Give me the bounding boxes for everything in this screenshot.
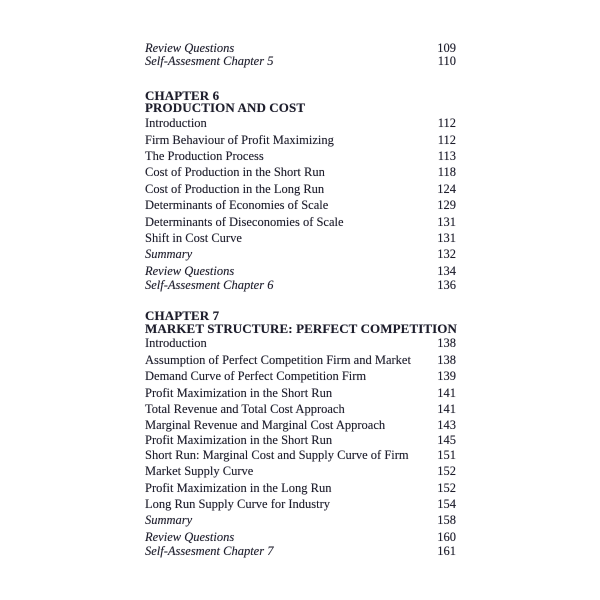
- toc-entry-title: Assumption of Perfect Competition Firm and Market: [145, 352, 411, 367]
- toc-entry-page: 154: [437, 496, 456, 511]
- toc-entry-title: Review Questions: [145, 529, 235, 544]
- toc-entry-title: Cost of Production in the Long Run: [145, 181, 325, 196]
- toc-entry: [145, 335, 456, 351]
- toc-entry-title: Short Run: Marginal Cost and Supply Curve of Firm: [145, 447, 409, 462]
- toc-entry-title: Introduction: [145, 116, 207, 131]
- toc-entry-page: 151: [437, 447, 456, 462]
- toc-entry: [145, 529, 456, 545]
- toc-entry: [145, 401, 456, 417]
- chapter-heading-line: CHAPTER 6: [145, 87, 220, 103]
- toc-section: [145, 307, 458, 559]
- toc-entry-page: 129: [437, 198, 456, 213]
- toc-entry-page: 124: [437, 181, 456, 196]
- toc-entry-page: 109: [437, 41, 456, 55]
- toc-entry: [145, 463, 456, 479]
- toc-entry-page: 112: [437, 132, 456, 147]
- toc-entry-page: 134: [437, 263, 456, 278]
- toc-entry: [145, 385, 456, 401]
- toc-entry: [145, 480, 456, 496]
- toc-entry-page: 138: [437, 352, 456, 367]
- toc-entry-page: 138: [437, 336, 456, 351]
- chapter-heading-line: CHAPTER 7: [145, 307, 220, 323]
- toc-entry: [145, 181, 456, 197]
- toc-entry-page: 131: [437, 231, 456, 246]
- toc-entry-page: 141: [437, 385, 456, 400]
- toc-entry-title: The Production Process: [145, 149, 264, 164]
- toc-entry-title: Profit Maximization in the Short Run: [145, 432, 333, 447]
- toc-entry: [145, 230, 456, 246]
- toc-entry-title: Determinants of Economies of Scale: [145, 198, 329, 213]
- toc-entry-title: Total Revenue and Total Cost Approach: [145, 402, 345, 417]
- toc-entry: [145, 279, 456, 292]
- toc-entry-title: Review Questions: [145, 263, 235, 278]
- toc-entry-title: Profit Maximization in the Long Run: [145, 480, 332, 495]
- toc-entry: [145, 434, 456, 447]
- toc-entry-title: Self-Assesment Chapter 5: [145, 54, 274, 68]
- toc-entry: [145, 512, 456, 528]
- toc-entry: [145, 246, 456, 262]
- toc-entry-title: Determinants of Diseconomies of Scale: [145, 214, 344, 229]
- toc-entry: [145, 148, 456, 164]
- toc-entry: [145, 496, 456, 512]
- toc-entry-page: 131: [437, 214, 456, 229]
- toc-entry-title: Self-Assesment Chapter 7: [145, 544, 274, 559]
- toc-entry: [145, 263, 456, 279]
- toc-entry: [145, 115, 456, 131]
- toc-entry-title: Profit Maximization in the Short Run: [145, 385, 333, 400]
- toc-entry-page: 143: [437, 418, 456, 433]
- toc-entry-title: Marginal Revenue and Marginal Cost Approach: [145, 418, 386, 433]
- toc-entry-page: 136: [437, 278, 456, 293]
- toc-entry-page: 145: [437, 432, 456, 447]
- toc-entry: [145, 368, 456, 384]
- toc-section: [145, 42, 456, 68]
- toc-entry-page: 152: [437, 480, 456, 495]
- toc-entry-page: 160: [437, 529, 456, 544]
- toc-entry-page: 110: [437, 54, 456, 68]
- toc-entry-title: Demand Curve of Perfect Competition Firm: [145, 369, 367, 384]
- toc-entry-title: Summary: [145, 247, 193, 262]
- toc-entry-title: Review Questions: [145, 41, 235, 55]
- toc: [145, 42, 456, 558]
- toc-entry: [145, 197, 456, 213]
- toc-entry: [145, 214, 456, 230]
- toc-entry-title: Shift in Cost Curve: [145, 231, 242, 246]
- toc-entry: [145, 447, 456, 463]
- toc-entry-page: 158: [437, 513, 456, 528]
- toc-entry: [145, 352, 456, 368]
- chapter-heading-line: MARKET STRUCTURE: PERFECT COMPETITION: [145, 320, 458, 336]
- toc-entry-page: 118: [437, 165, 456, 180]
- toc-entry-title: Cost of Production in the Short Run: [145, 165, 325, 180]
- toc-entry-page: 161: [437, 544, 456, 559]
- toc-entry-title: Introduction: [145, 336, 207, 351]
- toc-entry-title: Firm Behaviour of Profit Maximizing: [145, 132, 334, 147]
- chapter-heading-line: PRODUCTION AND COST: [145, 100, 306, 116]
- toc-entry-title: Market Supply Curve: [145, 464, 254, 479]
- toc-entry-page: 141: [437, 402, 456, 417]
- toc-entry-title: Self-Assesment Chapter 6: [145, 278, 274, 293]
- toc-entry-page: 152: [437, 464, 456, 479]
- toc-entry-title: Summary: [145, 513, 193, 528]
- toc-entry: [145, 55, 456, 68]
- toc-entry-title: Long Run Supply Curve for Industry: [145, 496, 331, 511]
- toc-entry: [145, 164, 456, 180]
- toc-entry: [145, 545, 456, 558]
- toc-entry: [145, 132, 456, 148]
- toc-entry-page: 112: [437, 116, 456, 131]
- toc-section: [145, 87, 456, 293]
- toc-entry-page: 139: [437, 369, 456, 384]
- toc-entry: [145, 417, 456, 433]
- toc-entry-page: 113: [437, 149, 456, 164]
- toc-entry-page: 132: [437, 247, 456, 262]
